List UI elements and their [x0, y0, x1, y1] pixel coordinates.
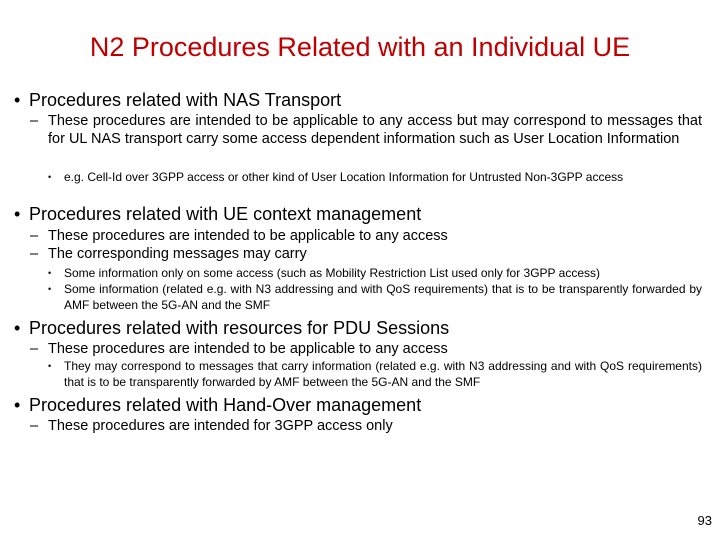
slide-title: N2 Procedures Related with an Individual UE	[89, 32, 631, 62]
sub-bullet: – These procedures are intended for 3GPP access only	[30, 418, 393, 434]
sub-sub-bullet: • They may correspond to messages that carry information (related e.g. with N3 addressing and with QoS requirements) that is to be transparently forwarded by AMF between the 5G-AN and the SMF	[48, 359, 702, 389]
section-heading-pdu-sessions: • Procedures related with resources for PDU Sessions	[14, 318, 450, 338]
sub-bullet: – These procedures are intended to be applicable to any access but may correspond to messages that for UL NAS transport carry some access dependent information such as User Location Information	[30, 113, 702, 147]
dash-icon: –	[30, 246, 39, 262]
bullet-icon: •	[48, 268, 52, 278]
dash-icon: –	[30, 341, 39, 357]
bullet-icon: •	[14, 204, 21, 224]
section-heading-ue-context: • Procedures related with UE context management	[14, 204, 422, 224]
dash-icon: –	[30, 418, 39, 434]
bullet-icon: •	[48, 284, 52, 294]
sub-sub-bullet: • Some information (related e.g. with N3 addressing and with QoS requirements) that is to be transparently forwarded by AMF between the 5G-AN and the SMF	[48, 282, 702, 312]
sub-bullet: – The corresponding messages may carry	[30, 246, 307, 262]
bullet-icon: •	[14, 318, 21, 338]
bullet-icon: •	[14, 90, 21, 110]
section-heading-nas-transport: • Procedures related with NAS Transport	[14, 90, 342, 110]
page-number: 93	[697, 513, 712, 528]
dash-icon: –	[30, 113, 39, 129]
dash-icon: –	[30, 228, 39, 244]
sub-sub-bullet: • Some information only on some access (such as Mobility Restriction List used only for 3GPP access)	[48, 266, 601, 280]
section-heading-hand-over: • Procedures related with Hand-Over management	[14, 395, 422, 415]
sub-bullet: – These procedures are intended to be applicable to any access	[30, 341, 448, 357]
sub-bullet: – These procedures are intended to be applicable to any access	[30, 228, 448, 244]
sub-sub-bullet: • e.g. Cell-Id over 3GPP access or other kind of User Location Information for Untrusted Non-3GPP access	[48, 170, 624, 184]
bullet-icon: •	[14, 395, 21, 415]
bullet-icon: •	[48, 361, 52, 371]
bullet-icon: •	[48, 172, 52, 182]
